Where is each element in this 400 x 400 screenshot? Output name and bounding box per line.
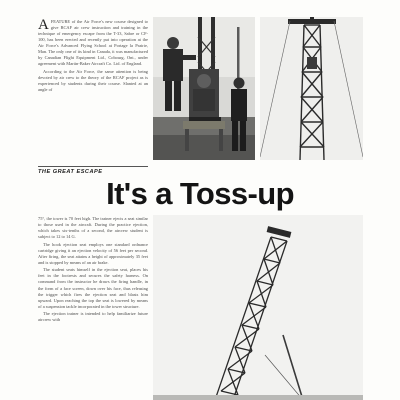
continued-text-column	[38, 216, 148, 400]
continued-paragraph-3: The student seats himself in the ejection seat, places his feet in the footrests and secures the safety harness. On command from the instructor he draws the firing handle, in the form of a face screen, down over his face, thus releasing the trigger which fires the ejection seat and blasts him upward. Upon reaching the top the seat is lowered by means of a suspension tackle incorporated in the tower structure.	[38, 267, 148, 309]
intro-paragraph-2: According to the Air Force, the same attention is being devoted by air crew to the theory of the RCAF project as is experienced by students during their course. Slanted at an angle of	[38, 68, 148, 93]
ejection-seat-trainee-photo	[153, 17, 255, 160]
continued-paragraph-1: 75°, the tower is 70 feet high. The trainer ejects a seat similar to those used in the aircraft. During the practice ejection, which takes six-tenths of a second, the aircrew student is subject to 12 to 14 G.	[38, 216, 148, 240]
section-label: THE GREAT ESCAPE	[38, 166, 148, 175]
continued-paragraph-2: The hook ejection seat employs one standard ordnance cartridge giving it an ejection velocity of 56 feet per second. After firing, the seat attains a height of approximately 35 feet and is stopped by means of an air brake.	[38, 241, 148, 265]
ejection-tower-wide-illustration	[153, 215, 363, 400]
intro-paragraph-1-text: FEATURE of the Air Force's new course designed to give RCAF air crew instruction and training in the technique of emergency escape from the T-33, Sabre or CF-100, has been erected and recently put into operation at the Air Force's Advanced Flying School at Portage la Prairie, Man. The only one of its kind in Canada, it was manufactured by Canadian Flight Equipment Ltd., Cobourg, Ont., under agreement with Martin-Baker Aircraft Co. Ltd. of England.	[38, 19, 148, 67]
ejection-tower-top-illustration	[260, 17, 363, 160]
intro-text-column	[38, 19, 148, 162]
intro-paragraph-1	[38, 19, 148, 67]
ejection-tower-wide-photo	[153, 215, 363, 400]
drop-cap: A	[38, 19, 49, 33]
ejection-seat-trainee-illustration	[153, 17, 255, 160]
continued-paragraph-4: The ejection trainer is intended to help familiarize future aircrew with	[38, 311, 148, 323]
article-headline: It's a Toss-up	[106, 176, 294, 211]
ejection-tower-top-photo	[260, 17, 363, 160]
